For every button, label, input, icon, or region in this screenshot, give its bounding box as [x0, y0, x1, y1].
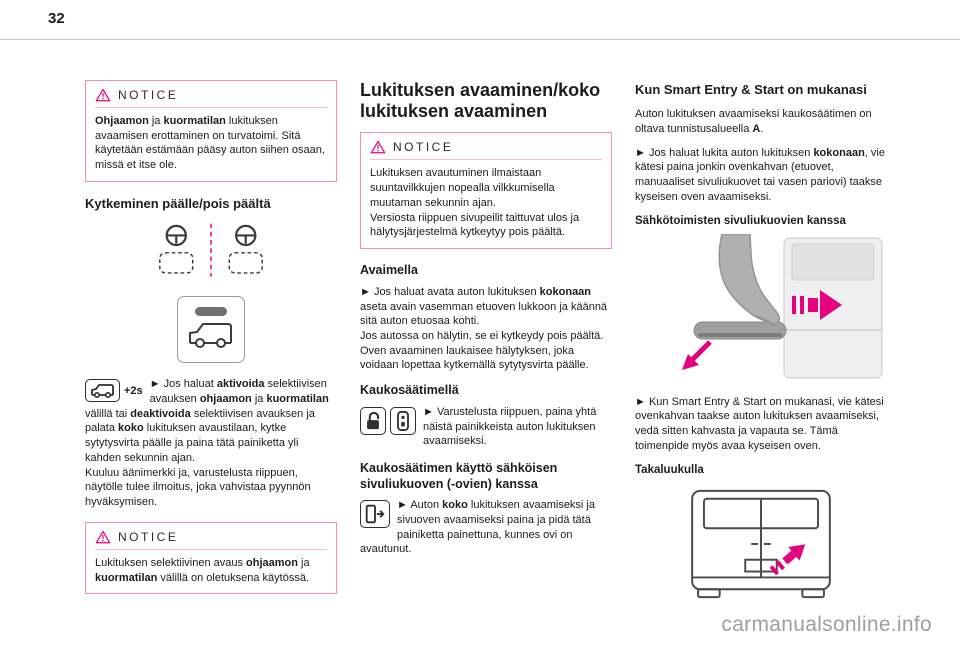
remote-buttons-icon-group	[360, 407, 416, 435]
key-fob-icon	[390, 407, 416, 435]
remote-unlock-instruction: ► Varustelusta riippuen, paina yhtä näistä painikkeista auton lukituksen avaamiseksi.	[423, 405, 597, 448]
column-right	[635, 80, 887, 608]
key-fob-glyph	[393, 409, 413, 433]
warning-triangle-icon	[95, 530, 111, 544]
padlock-open-glyph	[363, 409, 383, 433]
van-side-icon	[183, 300, 239, 356]
column-middle	[360, 80, 612, 608]
subheading-tailgate: Takaluukulla	[635, 463, 704, 476]
content-columns	[85, 80, 887, 608]
smart-entry-text-3: ► Kun Smart Entry & Start on mukanasi, vie kätesi ovenkahvan taakse auton lukituksen avaamiseksi, vedä sitten kahvasta ja vapauta se. Tämä toimenpide myös avaa kyseisen oven.	[635, 395, 884, 452]
notice-box-unlock-indication	[360, 132, 612, 249]
sliding-door-unlock-instruction: ► Auton koko lukituksen avaamiseksi ja sivuoven avaamiseksi paina ja pidä tätä painiketta painettuna, kunnes ovi on avautunut.	[360, 499, 595, 556]
figure-hand-door-handle	[635, 234, 887, 387]
watermark: carmanualsonline.info	[721, 613, 932, 636]
remote-instruction-with-icons	[360, 405, 612, 449]
header-divider	[0, 39, 960, 40]
instruction-with-hold-button	[85, 377, 337, 510]
van-rear-illustration	[661, 483, 861, 603]
section-heading-smart-entry: Kun Smart Entry & Start on mukanasi	[635, 82, 867, 97]
notice-header	[370, 140, 602, 160]
warning-triangle-icon	[95, 88, 111, 102]
padlock-open-icon	[360, 407, 386, 435]
notice-body: Lukituksen avautuminen ilmaistaan suuntavilkkujen nopealla vilkkumisella muutaman sekunnin ajan. Versiosta riippuen sivupeilit taittuvat ulos ja hälytysjärjestelmä kytkeytyy pois päältä.	[370, 167, 580, 239]
notice-body: Ohjaamon ja kuormatilan lukituksen avaamisen erottaminen on turvatoimi. Sitä käytetään estämään pääsy auton siihen osaan, missä et itse ole.	[95, 115, 325, 172]
hold-button-icon-group	[85, 379, 143, 402]
section-heading-toggle-on-off: Kytkeminen päälle/pois päältä	[85, 195, 271, 211]
figure-van-rear	[635, 483, 887, 608]
page-number: 32	[48, 10, 65, 27]
notice-title: NOTICE	[393, 140, 454, 155]
sliding-door-glyph	[363, 502, 387, 526]
subheading-with-key: Avaimella	[360, 263, 418, 278]
two-seconds-label: +2s	[124, 384, 143, 397]
subheading-power-sliding-doors: Sähkötoimisten sivuliukuovien kanssa	[635, 214, 846, 227]
figure-remote-button-van	[85, 296, 337, 363]
smart-entry-text-2: ► Jos haluat lukita auton lukituksen kokonaan, vie kätesi paina jonkin ovenkahvan (etuovet, manuaaliset sivuliukuovet tai vasen pariovi) taakse kyseisen oven avaamiseksi.	[635, 146, 885, 203]
steering-wheel-zones-icon	[147, 221, 275, 281]
remote-button-frame	[177, 296, 245, 363]
figure-cab-cargo-zones	[85, 221, 337, 286]
notice-box-selective-unlock	[85, 80, 337, 182]
smart-entry-text-1: Auton lukituksen avaamiseksi kaukosäätimen on oltava tunnistusalueella A.	[635, 108, 872, 135]
notice-box-default-setting	[85, 522, 337, 594]
hand-reaching-handle-illustration	[636, 234, 886, 382]
column-left	[85, 80, 337, 608]
page-title: Lukituksen avaaminen/koko lukituksen avaaminen	[360, 80, 601, 122]
key-unlock-instruction: ► Jos haluat avata auton lukituksen kokonaan aseta avain vasemman etuoven lukkoon ja käännä sitä auton etuosaa kohti. Jos autossa on hälytin, se ei kytkeydy pois päältä. Oven avaaminen laukaisee hälytyksen, joka voidaan lopettaa kytkemällä sytytysvirta päälle.	[360, 285, 608, 372]
notice-title: NOTICE	[118, 88, 179, 102]
warning-triangle-icon	[370, 140, 386, 154]
notice-header	[95, 530, 327, 550]
subheading-remote-control: Kaukosäätimellä	[360, 383, 459, 398]
notice-body: Lukituksen selektiivinen avaus ohjaamon ja kuormatilan välillä on oletuksena käytössä.	[95, 556, 310, 584]
sliding-door-icon-group	[360, 500, 390, 528]
selective-unlock-instruction: ► Jos haluat aktivoida selektiivisen avauksen ohjaamon ja kuormatilan välillä tai deaktivoida selektiivisen avauksen ja palata koko lukituksen avaustilaan, kytke sytytysvirta päälle ja paina tätä painiketta yli kahden sekunnin ajan. Kuuluu äänimerkki ja, varustelusta riippuen, näytölle tulee ilmoitus, joka vahvistaa pyynnön hyväksymisen.	[85, 378, 329, 509]
subheading-remote-sliding-doors: Kaukosäätimen käyttö sähköisen sivuliukuoven (-ovien) kanssa	[360, 461, 558, 491]
van-button-icon	[85, 379, 120, 402]
sliding-door-button-icon	[360, 500, 390, 528]
notice-header	[95, 88, 327, 108]
notice-title: NOTICE	[118, 529, 179, 544]
van-glyph-icon	[89, 382, 116, 399]
sliding-door-instruction-with-icon	[360, 498, 612, 557]
